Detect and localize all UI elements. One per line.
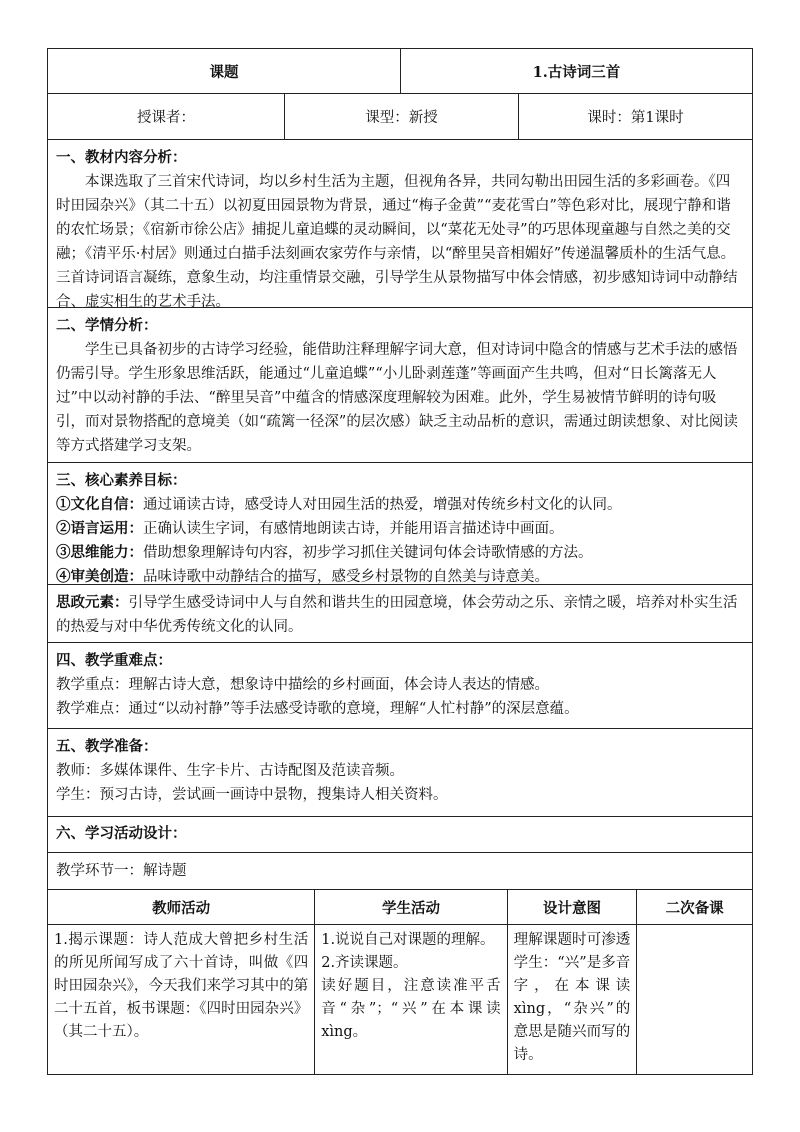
student-prep: 学生：预习古诗，尝试画一画诗中景物，搜集诗人相关资料。 <box>56 787 448 803</box>
goal-text: 品味诗歌中动静结合的描写，感受乡村景物的自然美与诗意美。 <box>143 569 549 585</box>
col-design-intent: 设计意图 <box>507 890 637 924</box>
section-title: 五、教学准备： <box>56 738 158 755</box>
activity-table-header <box>47 890 753 925</box>
goal-label: ②语言运用： <box>56 520 143 537</box>
col-teacher-activity: 教师活动 <box>152 899 211 917</box>
topic-row <box>47 48 753 94</box>
section-ideology <box>47 585 753 643</box>
goal-text: 通过诵读古诗，感受诗人对田园生活的热爱，增强对传统乡村文化的认同。 <box>143 497 622 513</box>
goal-item <box>56 541 744 565</box>
teacher-prep: 教师：多媒体课件、生字卡片、古诗配图及范读音频。 <box>56 763 404 779</box>
goal-item <box>56 517 744 541</box>
meta-row <box>47 94 753 140</box>
goal-label: ④审美创造： <box>56 568 143 585</box>
section-student-analysis <box>47 308 753 463</box>
goal-item <box>56 493 744 517</box>
section-core-goals <box>47 463 753 585</box>
teaching-step <box>47 853 753 890</box>
section-key-difficulty <box>47 643 753 729</box>
section-title: 二、学情分析： <box>56 317 158 334</box>
ideology-label: 思政元素： <box>56 594 129 611</box>
section-title: 三、核心素养目标： <box>56 472 187 489</box>
topic-label: 课题 <box>209 63 239 81</box>
section-activity-design <box>47 817 753 853</box>
activity-table-row <box>47 925 753 1075</box>
col-student-activity: 学生活动 <box>314 890 506 924</box>
topic-value: 1.古诗词三首 <box>400 49 752 93</box>
section-body: 本课选取了三首宋代诗词，均以乡村生活为主题，但视角各异，共同勾勒出田园生活的多彩画卷。《四时田园杂兴》（其二十五）以初夏田园景物为背景，通过“梅子金黄”“麦花雪白”等色彩对比，展现宁静和谐的农忙场景；《宿新市徐公店》捕捉儿童追蝶的灵动瞬间，以“菜花无处寻”的巧思体现童趣与自然之美的交融；《清平乐·村居》则通过白描手法刻画农家劳作与亲情，以“醉里吴音相媚好”传递温馨质朴的生活气息。三首诗词语言凝练，意象生动，均注重情景交融，引导学生从景物描写中体会情感，初步感知诗词中动静结合、虚实相生的艺术手法。 <box>56 174 738 310</box>
goal-text: 借助想象理解诗句内容，初步学习抓住关键词句体会诗歌情感的方法。 <box>143 545 593 561</box>
col-second-prep: 二次备课 <box>636 890 752 924</box>
lesson-period: 课时：第1课时 <box>518 94 752 139</box>
design-intent-cell: 理解课题时可渗透学生：“兴”是多音字，在本课读xìng，“杂兴”的意思是随兴而写的诗。 <box>507 925 637 1074</box>
lesson-type: 课型：新授 <box>284 94 518 139</box>
section-textbook-analysis <box>47 140 753 308</box>
key-point: 教学重点：理解古诗大意，想象诗中描绘的乡村画面，体会诗人表达的情感。 <box>56 677 549 693</box>
section-title: 四、教学重难点： <box>56 652 172 669</box>
student-activity-cell: 1.说说自己对课题的理解。 2.齐读课题。 读好题目，注意读准平舌音“杂”；“兴”在本课读xìng。 <box>314 925 506 1074</box>
section-title: 六、学习活动设计： <box>56 825 187 842</box>
teacher-activity-cell: 1.揭示课题：诗人范成大曾把乡村生活的所见所闻写成了六十首诗，叫做《四时田园杂兴》，今天我们来学习其中的第二十五首，板书课题：《四时田园杂兴》（其二十五）。 <box>54 932 309 1040</box>
goal-text: 正确认读生字词，有感情地朗读古诗，并能用语言描述诗中画面。 <box>143 521 564 537</box>
lesson-plan-table <box>47 48 753 1075</box>
section-preparation <box>47 729 753 817</box>
step-label: 教学环节一：解诗题 <box>56 863 187 879</box>
section-body: 学生已具备初步的古诗学习经验，能借助注释理解字词大意，但对诗词中隐含的情感与艺术手法的感悟仍需引导。学生形象思维活跃，能通过“儿童追蝶”“小儿卧剥莲蓬”等画面产生共鸣，但对“日长篱落无人过”中以动衬静的手法、“醉里吴音”中蕴含的情感深度理解较为困难。此外，学生易被情节鲜明的诗句吸引，而对景物搭配的意境美（如“疏篱一径深”的层次感）缺乏主动品析的意识，需通过朗读想象、对比阅读等方式搭建学习支架。 <box>56 342 738 454</box>
section-title: 一、教材内容分析： <box>56 149 187 166</box>
second-prep-cell <box>636 925 752 1074</box>
teacher-label: 授课者： <box>137 110 195 126</box>
ideology-text: 引导学生感受诗词中人与自然和谐共生的田园意境，体会劳动之乐、亲情之暖，培养对朴实生活的热爱与对中华优秀传统文化的认同。 <box>56 595 738 635</box>
difficult-point: 教学难点：通过“以动衬静”等手法感受诗歌的意境，理解“人忙村静”的深层意蕴。 <box>56 701 579 717</box>
goal-label: ③思维能力： <box>56 544 143 561</box>
goal-label: ①文化自信： <box>56 496 143 513</box>
